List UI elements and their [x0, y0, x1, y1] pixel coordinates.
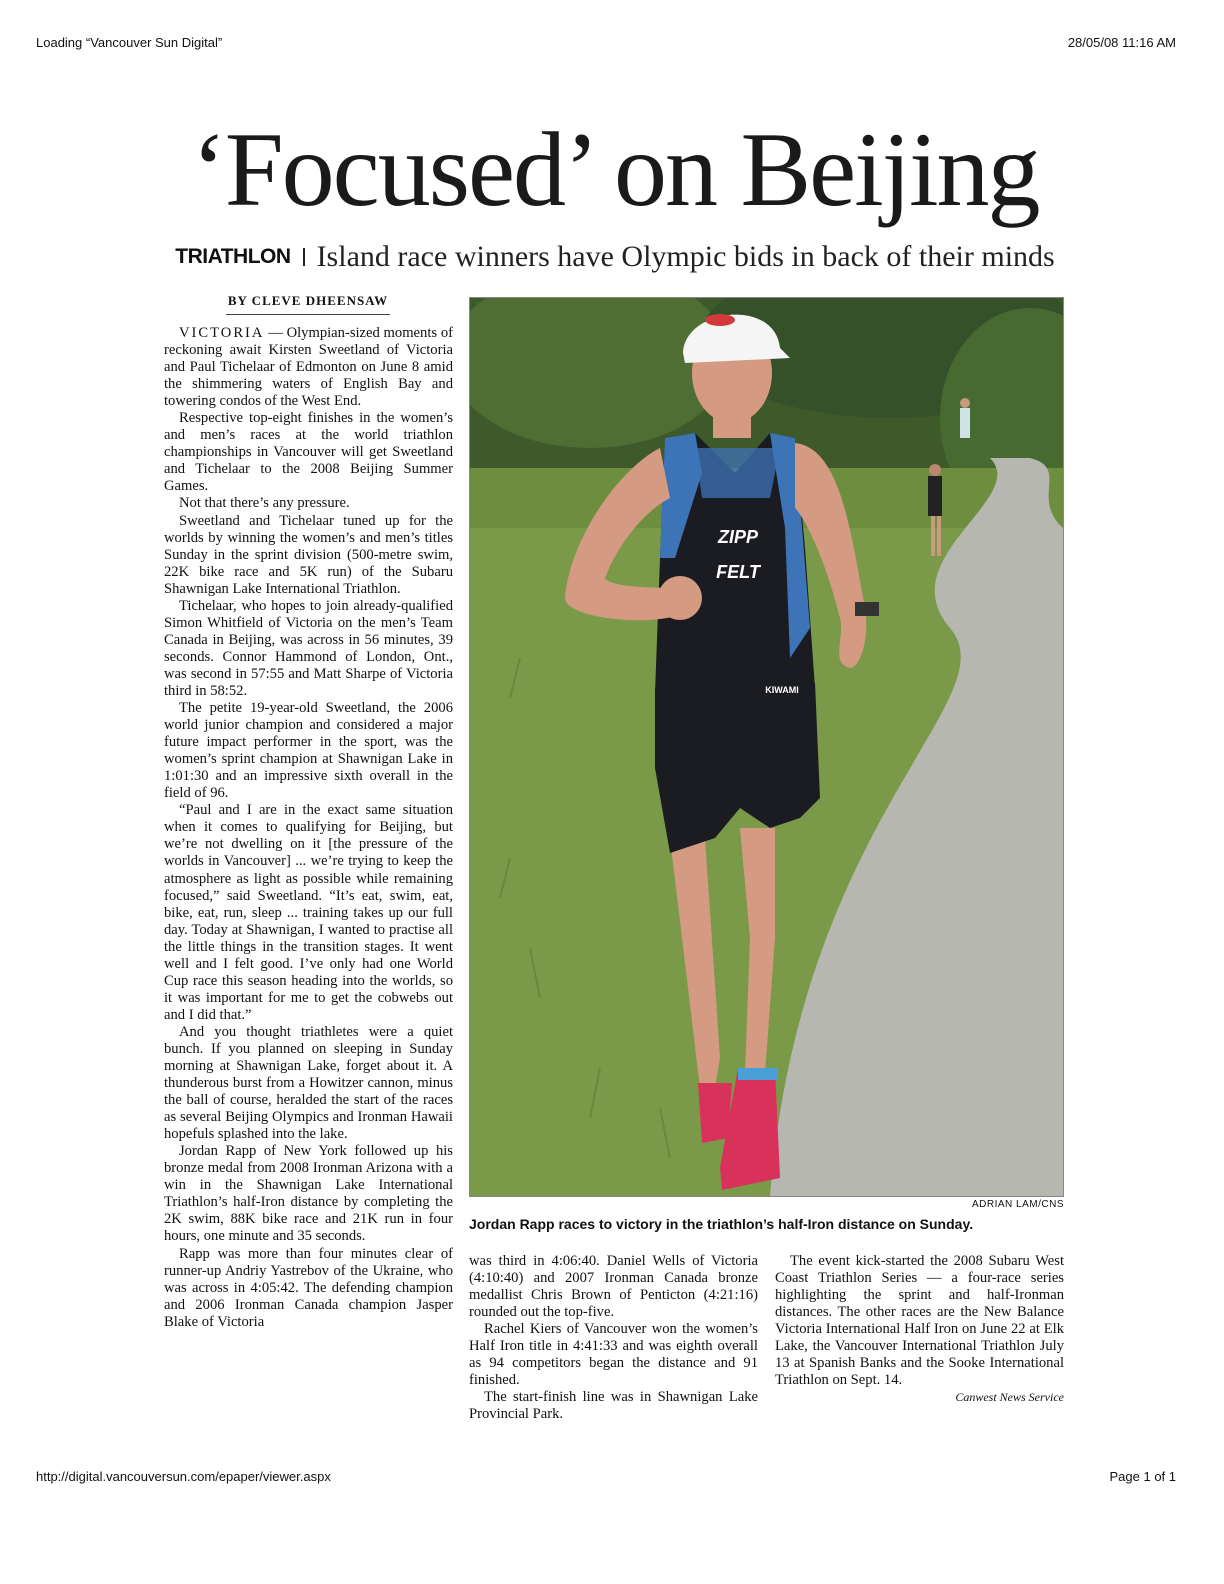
photo-caption: Jordan Rapp races to victory in the triathlon’s half-Iron distance on Sunday.	[469, 1216, 974, 1232]
service-credit: Canwest News Service	[955, 1390, 1064, 1405]
article-headline: ‘Focused’ on Beijing	[191, 111, 1039, 228]
paragraph: was third in 4:06:40. Daniel Wells of Victoria (4:10:40) and 2007 Ironman Canada bronze medallist Chris Brown of Penticton (4:21:16) rounded out the top-five.	[469, 1253, 758, 1321]
page-url: http://digital.vancouversun.com/epaper/viewer.aspx	[36, 1469, 331, 1484]
browser-page-title: Loading “Vancouver Sun Digital”	[36, 35, 223, 50]
paragraph: Sweetland and Tichelaar tuned up for the worlds by winning the women’s and men’s titles Sunday in the sprint division (500-metre swim, 22K bike race and 5K run) of the Subaru Shawnigan Lake International Triathlon.	[164, 512, 453, 597]
kicker-divider	[303, 248, 305, 266]
byline: BY CLEVE DHEENSAW	[226, 293, 390, 315]
paragraph: Rachel Kiers of Vancouver won the women’s Half Iron title in 4:41:33 and was eighth overall as 94 competitors began the distance and 91 finished.	[469, 1321, 758, 1389]
article-deck	[160, 240, 1070, 274]
runner-photo-illustration	[470, 298, 1063, 1196]
paragraph: “Paul and I are in the exact same situation when it comes to qualifying for Beijing, but we’re not dwelling on it [the pressure of the worlds in Vancouver] ... we’re trying to keep the atmosphere as light as possible while remaining focused,” said Sweetland. “It’s eat, swim, eat, bike, eat, run, sleep ... training takes up our full day. Today at Shawnigan, I wanted to practise all the little things in the transition stages. It went well and I felt good. I’ve only had one World Cup race this season heading into the worlds, so it was important for me to get the cobwebs out and I did that.”	[164, 802, 453, 1023]
article-column-3	[775, 1253, 1064, 1406]
photo-credit: ADRIAN LAM/CNS	[971, 1199, 1064, 1210]
suit-text-zipp: ZIPP	[717, 527, 759, 547]
paragraph: Respective top-eight finishes in the women’s and men’s races at the world triathlon championships in Vancouver will get Sweetland and Tichelaar to the 2008 Beijing Summer Games.	[164, 410, 453, 495]
paragraph: The event kick-started the 2008 Subaru West Coast Triathlon Series — a four-race series highlighting the sprint and half-Ironman distances. The other races are the New Balance Victoria International Half Iron on June 22 at Elk Lake, the Vancouver International Triathlon July 13 at Spanish Banks and the Sooke International Triathlon on Sept. 14.	[775, 1253, 1064, 1389]
print-timestamp: 28/05/08 11:16 AM	[1067, 35, 1176, 50]
section-kicker: TRIATHLON	[175, 245, 291, 268]
paragraph: VICTORIA — Olympian-sized moments of reckoning await Kirsten Sweetland of Victoria and Paul Tichelaar of Edmonton on June 8 amid the shimmering waters of English Bay and towering condos of the West End.	[164, 325, 453, 410]
suit-text-kiwami: KIWAMI	[765, 685, 799, 695]
paragraph: The start-finish line was in Shawnigan Lake Provincial Park.	[469, 1389, 758, 1423]
paragraph: Not that there’s any pressure.	[179, 495, 350, 512]
article-photo	[469, 297, 1064, 1197]
page-number: Page 1 of 1	[1109, 1469, 1176, 1484]
paragraph: And you thought triathletes were a quiet bunch. If you planned on sleeping in Sunday morning at Shawnigan Lake, forget about it. A thunderous burst from a Howitzer cannon, minus the ball of course, heralded the start of the races as several Beijing Olympics and Ironman Hawaii hopefuls splashed into the lake.	[164, 1023, 453, 1143]
suit-text-felt: FELT	[716, 562, 760, 582]
article-column-2	[469, 1253, 758, 1423]
paragraph: Tichelaar, who hopes to join already-qualified Simon Whitfield of Victoria on the men’s Team Canada in Beijing, was across in 56 minutes, 39 seconds. Connor Hammond of London, Ont., was second in 57:55 and Matt Sharpe of Victoria third in 58:52.	[164, 597, 453, 699]
paragraph: The petite 19-year-old Sweetland, the 2006 world junior champion and considered a major future impact performer in the sport, was the women’s sprint champion at Shawnigan Lake in 1:01:30 and an impressive sixth overall in the field of 96.	[164, 700, 453, 802]
paragraph: Jordan Rapp of New York followed up his bronze medal from 2008 Ironman Arizona with a win in the Shawnigan Lake International Triathlon’s half-Iron distance by completing the 2K swim, 88K bike race and 21K run in four hours, one minute and 35 seconds.	[164, 1143, 453, 1245]
article-column-1	[164, 325, 453, 1331]
article-subhead: Island race winners have Olympic bids in back of their minds	[316, 240, 1055, 273]
dateline: VICTORIA	[179, 325, 265, 341]
paragraph: Rapp was more than four minutes clear of runner-up Andriy Yastrebov of the Ukraine, who was across in 4:05:42. The defending champion and 2006 Ironman Canada champion Jasper Blake of Victoria	[164, 1245, 453, 1330]
